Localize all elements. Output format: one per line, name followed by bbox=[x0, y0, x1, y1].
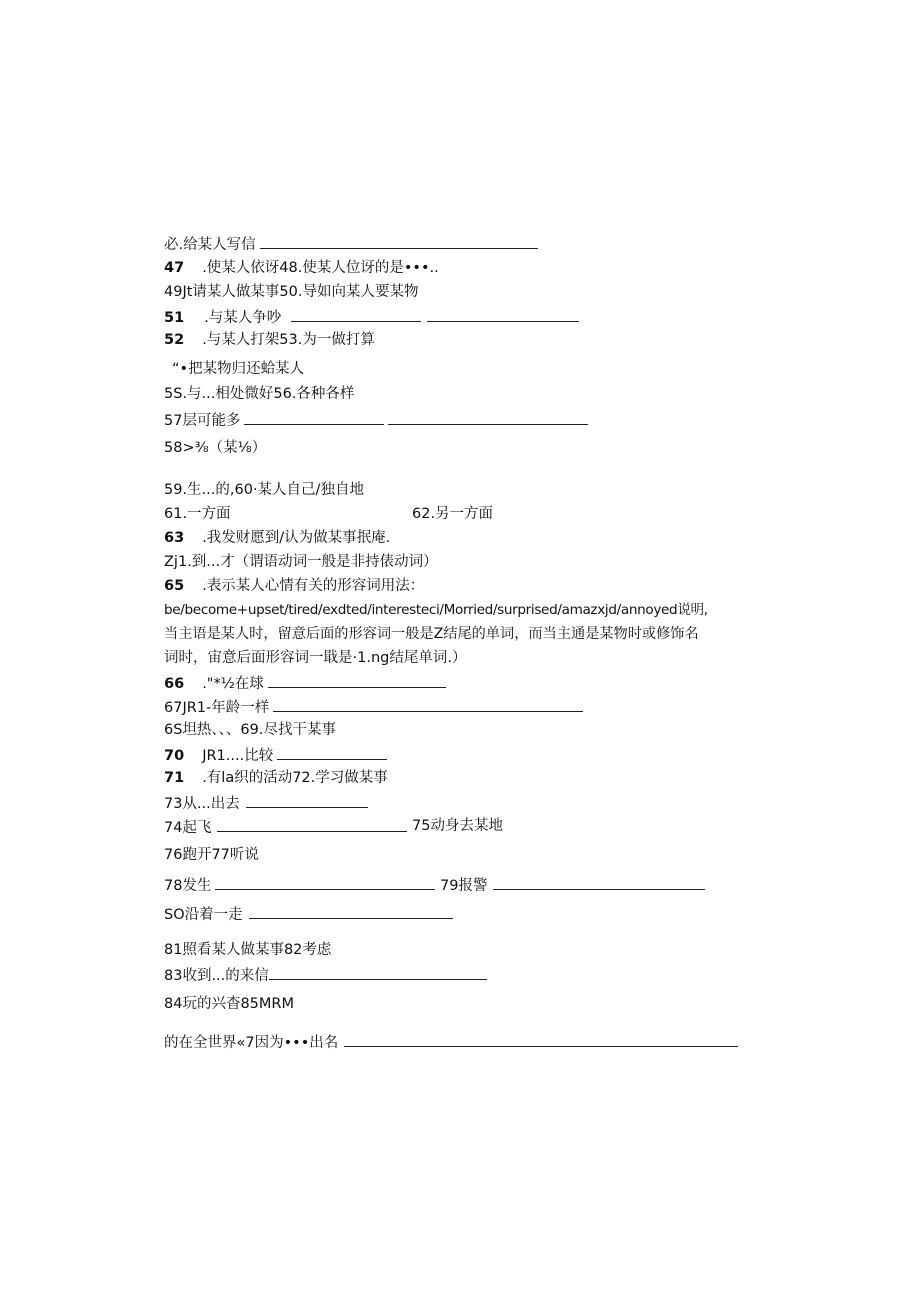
line-76: 76跑开77听说 bbox=[164, 847, 259, 863]
line-70: 70 JR1....比较 bbox=[164, 745, 387, 765]
line-73: 73从...出去 bbox=[164, 793, 368, 813]
item-number: 47 bbox=[164, 260, 185, 276]
answer-blank[interactable] bbox=[427, 307, 579, 322]
item-number: 51 bbox=[164, 310, 185, 326]
line-84: 84玩的兴杳85MRM bbox=[164, 996, 294, 1012]
line-67: 67JR1-年龄一样 bbox=[164, 697, 583, 717]
line-74: 74起飞 bbox=[164, 817, 407, 837]
line-59: 59.生...的,60·某人自己/独自地 bbox=[164, 482, 364, 498]
line-52: 52 .与某人打架53.为一做打算 bbox=[164, 332, 375, 348]
answer-blank[interactable] bbox=[260, 234, 538, 249]
answer-blank[interactable] bbox=[215, 875, 435, 890]
line-80: SO沿着一走 bbox=[164, 904, 453, 924]
line-49: 49Jt请某人做某事50.导如向某人要某物 bbox=[164, 284, 419, 300]
line-58: 58>⅜（某⅛） bbox=[164, 440, 267, 456]
line-71: 71 .有la织的活动72.学习做某事 bbox=[164, 770, 388, 786]
answer-blank[interactable] bbox=[291, 307, 421, 322]
answer-blank[interactable] bbox=[277, 745, 387, 760]
line-46: 必.给某人写信 bbox=[164, 234, 538, 254]
answer-blank[interactable] bbox=[269, 965, 487, 980]
answer-blank[interactable] bbox=[388, 410, 588, 425]
item-number: 71 bbox=[164, 770, 185, 786]
answer-blank[interactable] bbox=[249, 904, 453, 919]
line-75: 75动身去某地 bbox=[412, 818, 503, 834]
line-63: 63 .我发财愿到/认为做某事抿庵. bbox=[164, 530, 391, 546]
line-55: 5S.与...相处微好56.各种各样 bbox=[164, 386, 355, 402]
answer-blank[interactable] bbox=[268, 673, 446, 688]
line-51: 51 .与某人争吵 bbox=[164, 307, 579, 327]
item-number: 52 bbox=[164, 332, 185, 348]
answer-blank[interactable] bbox=[273, 697, 583, 712]
line-68: 6S坦热、、、69.尽找干某事 bbox=[164, 722, 336, 738]
line-83: 83收到...的来信 bbox=[164, 965, 487, 985]
line-65-body-2: 当主语是某人时，留意后面的形容词一般是Z结尾的单词，而当主通是某物时或修饰名 bbox=[164, 626, 699, 642]
item-number: 65 bbox=[164, 578, 185, 594]
item-number: 66 bbox=[164, 676, 185, 692]
line-61: 61.一方面 bbox=[164, 506, 231, 522]
answer-blank[interactable] bbox=[244, 410, 384, 425]
item-number: 70 bbox=[164, 748, 185, 764]
answer-blank[interactable] bbox=[246, 793, 368, 808]
line-54: “•把某物归还蛤某人 bbox=[172, 361, 305, 377]
line-65: 65 .表示某人心情有关的形容词用法： bbox=[164, 578, 425, 594]
line-81: 81照看某人做某事82考虑 bbox=[164, 942, 332, 958]
item-number: 63 bbox=[164, 530, 185, 546]
line-57: 57层可能多 bbox=[164, 410, 588, 430]
answer-blank[interactable] bbox=[217, 817, 407, 832]
line-64: Zj1.到...才（谓语动词一般是非持俵动词） bbox=[164, 554, 438, 570]
answer-blank[interactable] bbox=[344, 1032, 738, 1047]
line-78: 78发生 bbox=[164, 875, 435, 895]
line-65-body-3: 词时，宙意后面形容词一戢是·1.ng结尾单词.） bbox=[164, 650, 467, 666]
line-66: 66 ."*½在球 bbox=[164, 673, 446, 693]
line-86: 的在全世界«7因为•••出名 bbox=[164, 1032, 738, 1052]
line-62: 62.另一方面 bbox=[412, 506, 494, 522]
answer-blank[interactable] bbox=[493, 875, 705, 890]
line-65-body-1: be/become+upset/tired/exdted/interesteci/Morried/surprised/amazxjd/annoyed说明, bbox=[164, 602, 708, 618]
line-47: 47 .使某人依讶48.使某人位讶的是•••.. bbox=[164, 260, 439, 276]
line-79: 79报警 bbox=[440, 875, 705, 895]
